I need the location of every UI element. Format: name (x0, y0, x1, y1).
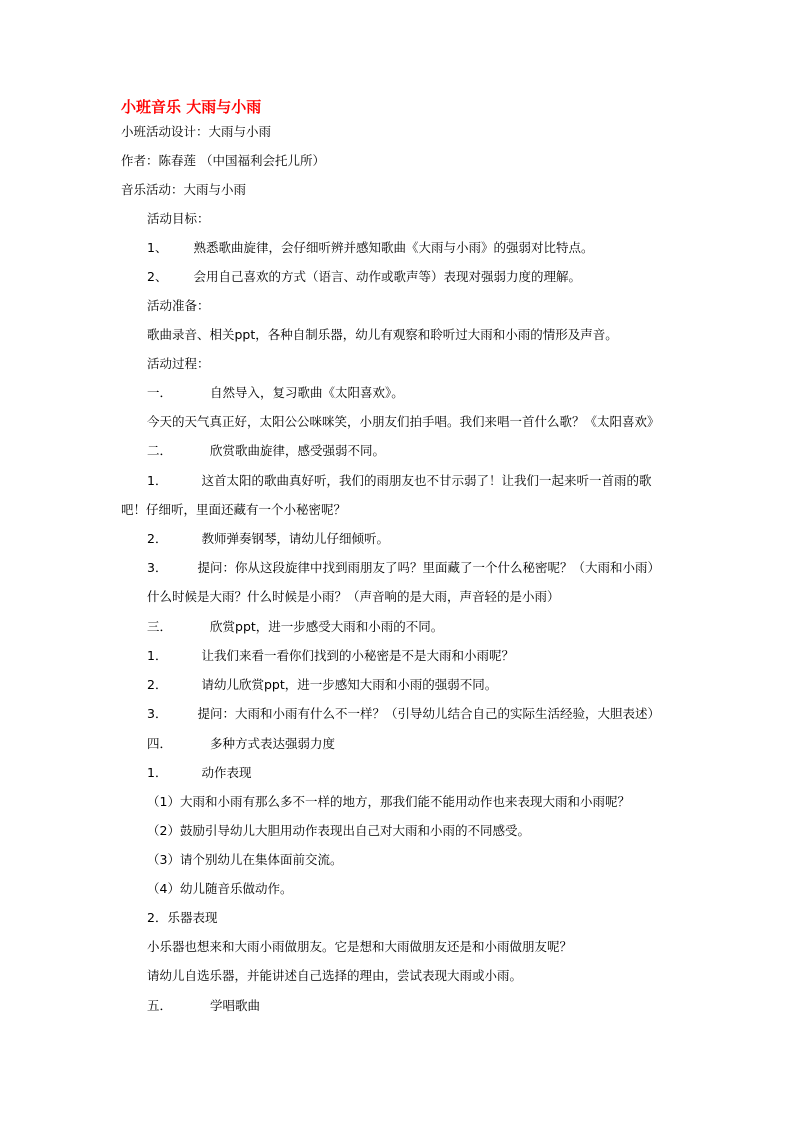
section-number: 三． (147, 619, 173, 634)
section-text: 学唱歌曲 (210, 998, 261, 1013)
list-text: 提问：大雨和小雨有什么不一样？（引导幼儿结合自己的实际生活经验，大胆表述） (197, 706, 660, 721)
section-text: 自然导入，复习歌曲《太阳喜欢》。 (210, 385, 404, 400)
list-item (147, 706, 660, 722)
text-line: 2．乐器表现 (147, 910, 218, 925)
text-line: 歌曲录音、相关ppt，各种自制乐器，幼儿有观察和聆听过大雨和小雨的情形及声音。 (147, 327, 618, 342)
list-item (147, 648, 514, 664)
text-line: （4）幼儿随音乐做动作。 (147, 881, 293, 896)
list-text: 会用自己喜欢的方式（语言、动作或歌声等）表现对强弱力度的理解。 (193, 269, 581, 284)
list-number: 3． (147, 560, 168, 575)
list-item (147, 765, 251, 781)
list-number: 1． (147, 648, 168, 663)
list-item (147, 531, 389, 547)
list-number: 1． (147, 473, 168, 488)
section-number: 二． (147, 443, 173, 458)
list-number: 1、 (147, 240, 168, 255)
text-line: 小班活动设计：大雨与小雨 (121, 124, 272, 139)
list-number: 2． (147, 677, 168, 692)
list-text: 让我们来看一看你们找到的小秘密是不是大雨和小雨呢？ (201, 648, 514, 663)
list-item (147, 677, 497, 693)
text-line: 作者：陈春莲 （中国福利会托儿所） (121, 153, 325, 168)
list-text: 教师弹奏钢琴，请幼儿仔细倾听。 (201, 531, 389, 546)
section-text: 多种方式表达强弱力度 (210, 736, 336, 751)
list-text: 提问：你从这段旋律中找到雨朋友了吗？里面藏了一个什么秘密呢？（大雨和小雨） (197, 560, 660, 575)
list-item (147, 473, 651, 489)
section-number: 一． (147, 385, 173, 400)
section-heading (147, 385, 404, 401)
text-line: （1）大雨和小雨有那么多不一样的地方，那我们能不能用动作也来表现大雨和小雨呢？ (147, 794, 630, 809)
text-line: 活动过程： (147, 356, 210, 371)
section-heading (147, 443, 385, 459)
list-text: 这首太阳的歌曲真好听，我们的雨朋友也不甘示弱了！让我们一起来听一首雨的歌 (201, 473, 652, 488)
list-number: 2． (147, 531, 168, 546)
list-number: 3． (147, 706, 168, 721)
section-heading (147, 998, 260, 1014)
section-text: 欣赏ppt，进一步感受大雨和小雨的不同。 (210, 619, 444, 634)
text-line: 音乐活动：大雨与小雨 (121, 182, 247, 197)
text-line: 什么时候是大雨？什么时候是小雨？（声音响的是大雨，声音轻的是小雨） (147, 589, 560, 604)
text-line: 请幼儿自选乐器，并能讲述自己选择的理由，尝试表现大雨或小雨。 (147, 968, 523, 983)
list-text: 动作表现 (201, 765, 252, 780)
text-line: 今天的天气真正好，太阳公公咪咪笑，小朋友们拍手唱。我们来唱一首什么歌？《太阳喜欢》 (147, 414, 660, 429)
list-item (147, 240, 593, 256)
section-text: 欣赏歌曲旋律，感受强弱不同。 (210, 443, 386, 458)
text-line: （2）鼓励引导幼儿大胆用动作表现出自己对大雨和小雨的不同感受。 (147, 823, 530, 838)
list-number: 2、 (147, 269, 168, 284)
text-line: （3）请个别幼儿在集体面前交流。 (147, 852, 343, 867)
text-line: 活动目标： (147, 211, 210, 226)
list-number: 1． (147, 765, 168, 780)
list-item (147, 560, 660, 576)
section-heading (147, 619, 443, 635)
list-text: 请幼儿欣赏ppt，进一步感知大雨和小雨的强弱不同。 (201, 677, 498, 692)
list-text: 熟悉歌曲旋律，会仔细听辨并感知歌曲《大雨与小雨》的强弱对比特点。 (193, 240, 594, 255)
section-number: 四． (147, 736, 173, 751)
section-number: 五． (147, 998, 173, 1013)
text-line: 活动准备： (147, 298, 210, 313)
section-heading (147, 736, 335, 752)
text-line: 小乐器也想来和大雨小雨做朋友。它是想和大雨做朋友还是和小雨做朋友呢？ (147, 939, 573, 954)
text-line: 吧！仔细听，里面还藏有一个小秘密呢？ (121, 502, 347, 517)
list-item (147, 269, 581, 285)
document-title: 小班音乐 大雨与小雨 (121, 98, 262, 116)
